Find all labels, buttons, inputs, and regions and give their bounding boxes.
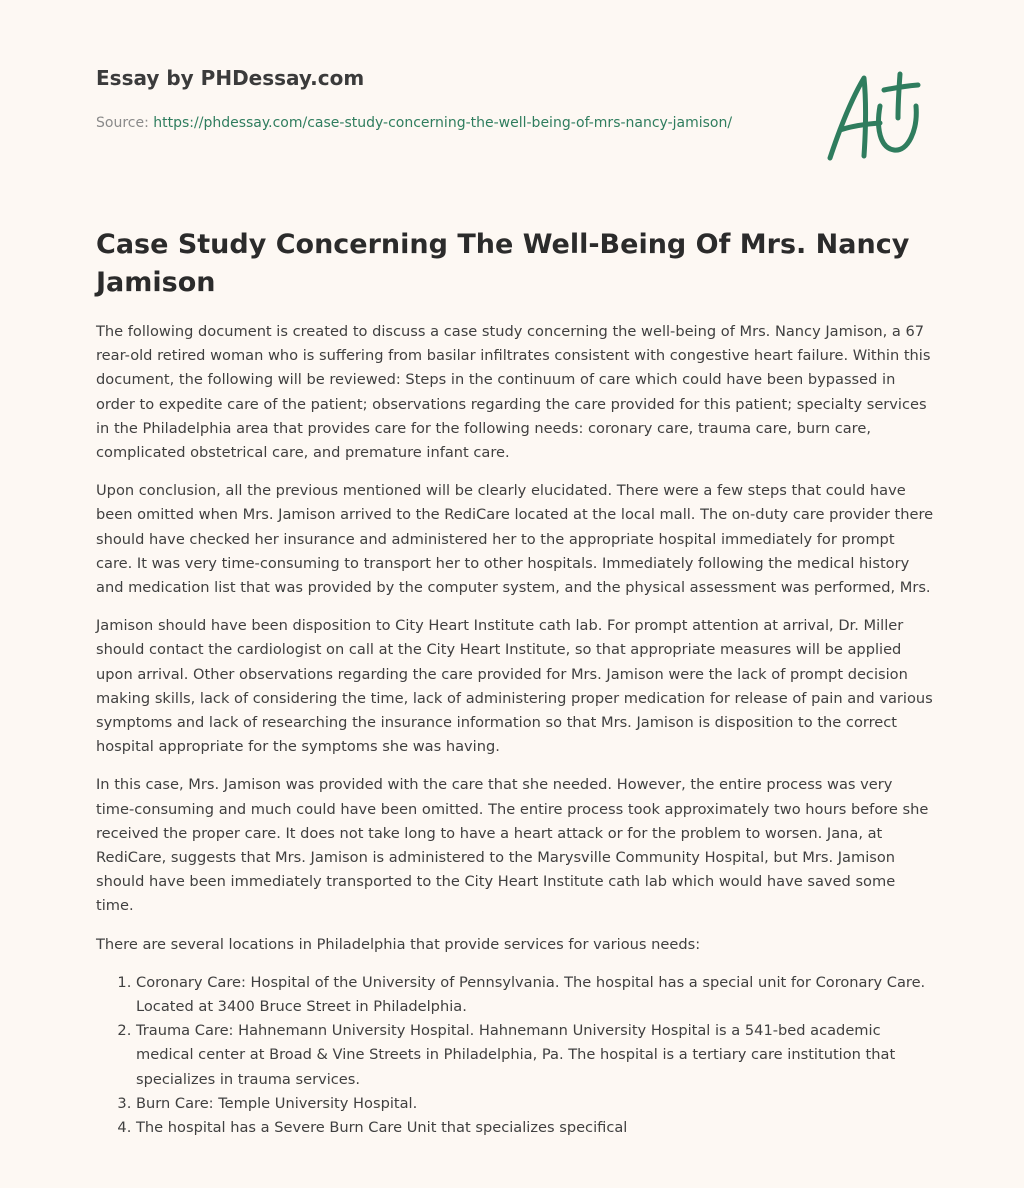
paragraph: There are several locations in Philadelphia that provide services for various needs: xyxy=(96,935,701,953)
source-link[interactable]: https://phdessay.com/case-study-concerning-the-well-being-of-mrs-nancy-jamison/ xyxy=(153,115,733,131)
list-item: 1. Coronary Care: Hospital of the University of Pennsylvania. The hospital has a special unit for Coronary Care. Located at 3400 Bruce Street in Philadelphia. xyxy=(136,971,934,1019)
source-line xyxy=(96,112,736,134)
list-item: 4. The hospital has a Severe Burn Care Unit that specializes specifical xyxy=(136,1116,934,1140)
list-item: 3. Burn Care: Temple University Hospital. xyxy=(136,1092,934,1116)
a-plus-logo-icon xyxy=(822,68,926,164)
paragraph: Upon conclusion, all the previous mentioned will be clearly elucidated. There were a few steps that could have been omitted when Mrs. Jamison arrived to the RediCare located at the local mall. The on-duty care provider there should have checked her insurance and administered her to the appropriate hospital immediately for prompt care. It was very time-consuming to transport her to other hospitals. Immediately following the medical history and medication list that was provided by the computer system, and the physical assessment was performed, Mrs. xyxy=(96,482,934,597)
list-item: 2. Trauma Care: Hahnemann University Hospital. Hahnemann University Hospital is a 541-bed academic medical center at Broad & Vine Streets in Philadelphia, Pa. The hospital is a tertiary care institution that specializes in trauma services. xyxy=(136,1019,934,1092)
article-title: Case Study Concerning The Well-Being Of Mrs. Nancy Jamison xyxy=(96,229,910,298)
paragraph: Jamison should have been disposition to City Heart Institute cath lab. For prompt attention at arrival, Dr. Miller should contact the cardiologist on call at the City Heart Institute, so that appropriate measures will be applied upon arrival. Other observations regarding the care provided for Mrs. Jamison were the lack of prompt decision making skills, lack of considering the time, lack of administering proper medication for release of pain and various symptoms and lack of researching the insurance information so that Mrs. Jamison is disposition to the correct hospital appropriate for the symptoms she was having. xyxy=(96,617,933,756)
paragraph: The following document is created to discuss a case study concerning the well-being of Mrs. Nancy Jamison, a 67 rear-old retired woman who is suffering from basilar infiltrates consistent with congestive heart failure. Within this document, the following will be reviewed: Steps in the continuum of care which could have been bypassed in order to expedite care of the patient; observations regarding the care provided for this patient; specialty services in the Philadelphia area that provides care for the following needs: coronary care, trauma care, burn care, complicated obstetrical care, and premature infant care. xyxy=(96,323,931,462)
article xyxy=(96,226,934,1140)
source-label: Source: xyxy=(96,115,149,131)
paragraph: In this case, Mrs. Jamison was provided with the care that she needed. However, the entire process was very time-consuming and much could have been omitted. The entire process took approximately two hours before she received the proper care. It does not take long to have a heart attack or for the problem to worsen. Jana, at RediCare, suggests that Mrs. Jamison is administered to the Marysville Community Hospital, but Mrs. Jamison should have been immediately transported to the City Heart Institute cath lab which would have saved some time. xyxy=(96,776,929,915)
brand-title: Essay by PHDessay.com xyxy=(96,66,365,90)
services-list xyxy=(96,971,934,1140)
page-header xyxy=(96,64,736,134)
